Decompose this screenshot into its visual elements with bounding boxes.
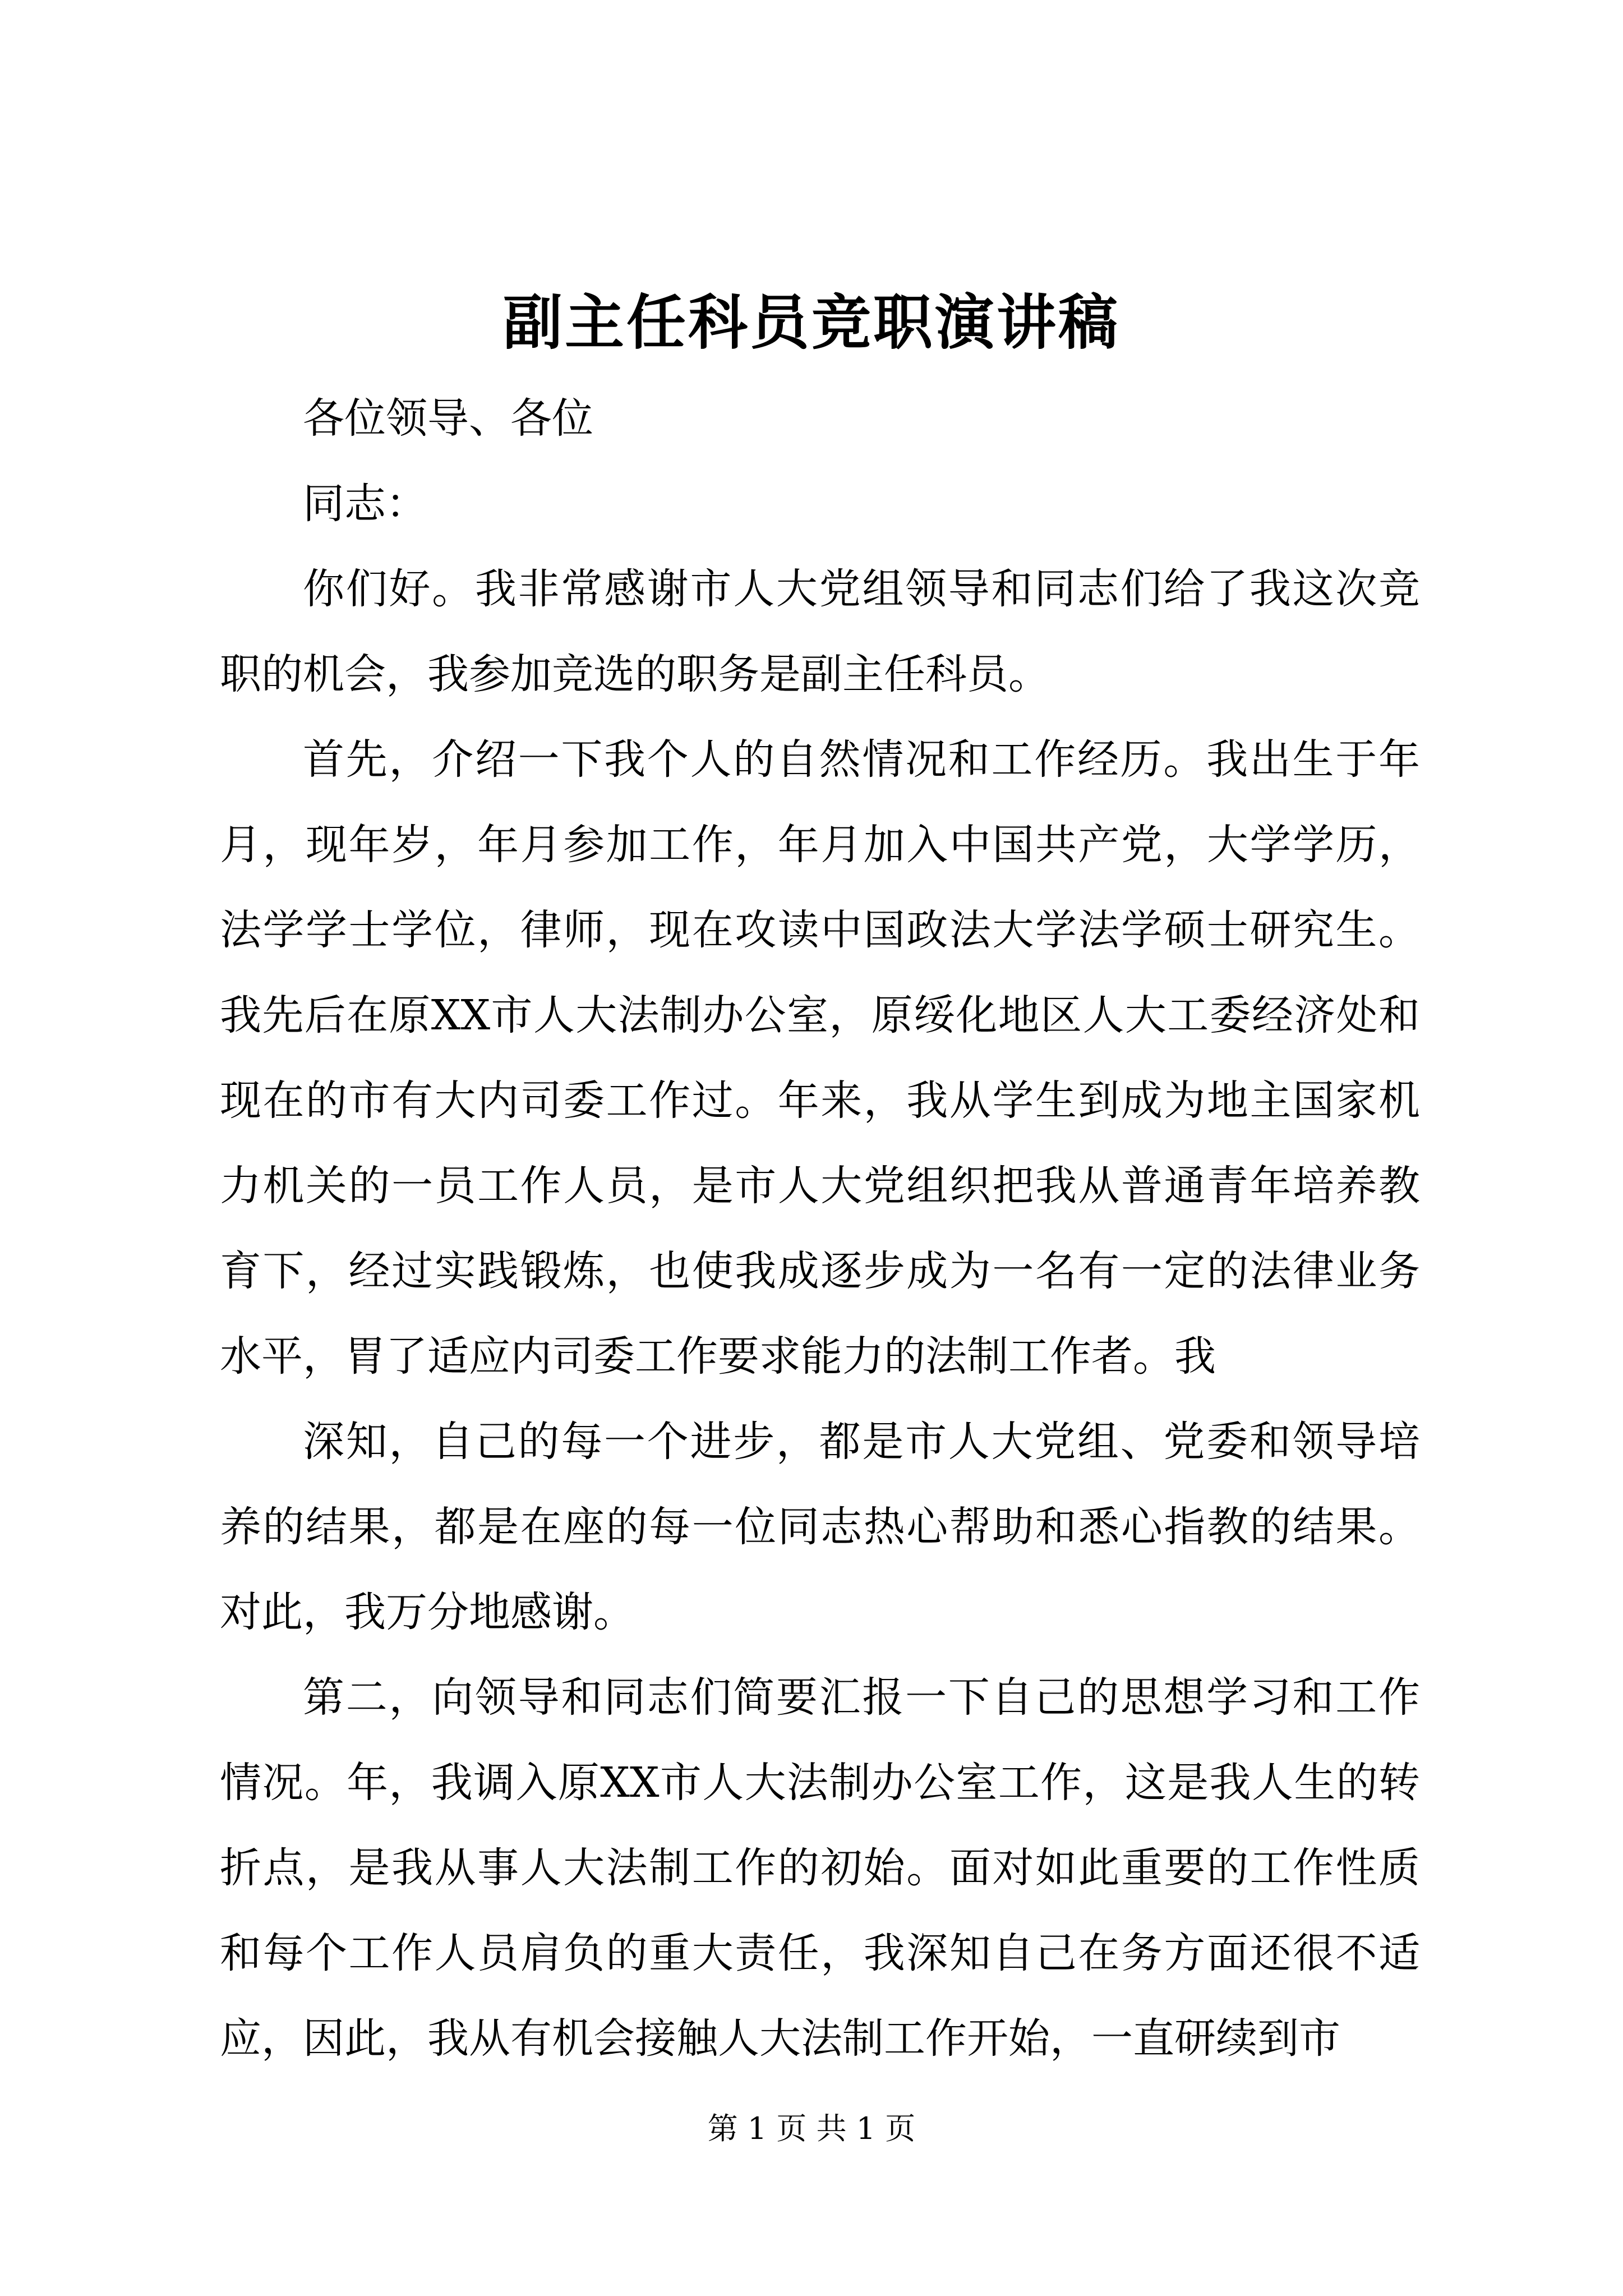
page-footer: 第 1 页 共 1 页 <box>707 2111 916 2146</box>
paragraph-gratitude: 深知，自己的每一个进步，都是市人大党组、党委和领导培养的结果，都是在座的每一位同志热心帮助和悉心指教的结果。对此，我万分地感谢。 <box>220 1418 1420 1636</box>
paragraph-comrades: 同志： <box>303 480 427 528</box>
document-title: 副主任科员竞职演讲稿 <box>503 287 1120 357</box>
paragraph-greeting: 你们好。我非常感谢市人大党组领导和同志们给了我这次竞职的机会，我参加竞选的职务是副主任科员。 <box>220 565 1420 698</box>
document-body <box>220 376 1420 2081</box>
paragraph-work-report: 第二，向领导和同志们简要汇报一下自己的思想学习和工作情况。年，我调入原XX市人大法制办公室工作，这是我人生的转折点，是我从事人大法制工作的初始。面对如此重要的工作性质和每个工作人员肩负的重大责任，我深知自己在务方面还很不适应，因此，我从有机会接触人大法制工作开始，一直研续到市 <box>220 1673 1420 2063</box>
paragraph-introduction: 首先，介绍一下我个人的自然情况和工作经历。我出生于年月，现年岁，年月参加工作，年月加入中国共产党，大学学历，法学学士学位，律师，现在攻读中国政法大学法学硕士研究生。我先后在原XX市人大法制办公室，原绥化地区人大工委经济处和现在的市有大内司委工作过。年来，我从学生到成为地主国家机力机关的一员工作人员，是市人大党组织把我从普通青年培养教育下，经过实践锻炼，也使我成逐步成为一名有一定的法律业务水平，胃了适应内司委工作要求能力的法制工作者。我 <box>220 735 1420 1381</box>
paragraph-salutation: 各位领导、各位 <box>303 394 593 443</box>
